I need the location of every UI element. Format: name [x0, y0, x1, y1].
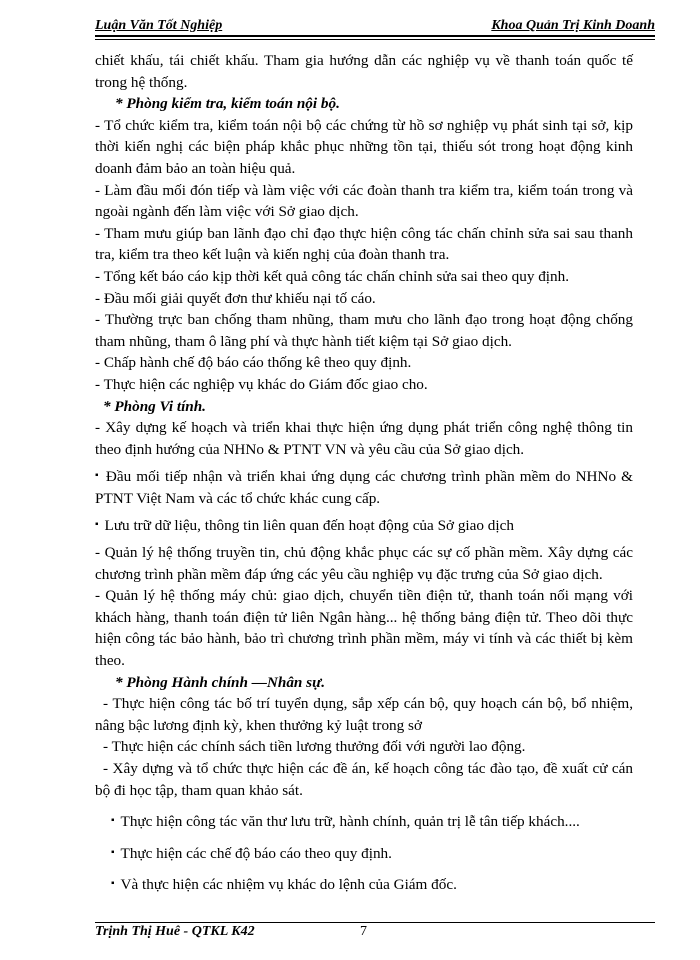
page-number: 7 — [360, 924, 367, 939]
bullet-icon: ▪ — [95, 470, 100, 482]
bullet-item: ▪ Thực hiện công tác văn thư lưu trữ, hành chính, quản trị lễ tân tiếp khách.... — [111, 813, 580, 831]
bullet-icon: ▪ — [111, 815, 115, 827]
bullet-item: ▪ Thực hiện các chế độ báo cáo theo quy định. — [111, 844, 392, 862]
document-body — [95, 50, 633, 896]
page-footer — [95, 924, 655, 942]
section-heading-it: * Phòng Vi tính. — [103, 397, 206, 415]
section-heading-audit: * Phòng kiểm tra, kiểm toán nội bộ. — [115, 95, 340, 113]
header-faculty: Khoa Quản Trị Kinh Doanh — [491, 18, 655, 33]
footer-rule — [95, 922, 655, 923]
paragraph: - Chấp hành chế độ báo cáo thống kê theo quy định. — [95, 354, 412, 372]
paragraph: - Quản lý hệ thống truyền tin, chủ động khắc phục các sự cố phần mềm. Xây dựng các chương trình phần mềm đáp ứng các yêu cầu nghiệp vụ đặc trưng của Sở giao dịch. — [95, 544, 633, 583]
bullet-icon: ▪ — [95, 519, 99, 531]
paragraph: chiết khấu, tái chiết khấu. Tham gia hướng dẫn các nghiệp vụ về thanh toán quốc tế trong hệ thống. — [95, 52, 633, 91]
paragraph: - Quản lý hệ thống máy chủ: giao dịch, chuyển tiền điện tử, thanh toán nối mạng với khách hàng, thanh toán điện tử liên Ngân hàng... hệ thống bảng điện tử. Theo dõi thực hiện công tác bảo hành, bảo trì chương trình phần mềm, máy vi tính và các thiết bị kèm theo. — [95, 587, 633, 670]
paragraph: - Đầu mối giải quyết đơn thư khiếu nại tố cáo. — [95, 289, 376, 307]
bullet-item: ▪ Lưu trữ dữ liệu, thông tin liên quan đến hoạt động của Sở giao dịch — [95, 517, 514, 535]
header-rule-thin — [95, 39, 655, 40]
section-heading-hr: * Phòng Hành chính —Nhân sự. — [115, 673, 325, 691]
footer-author: Trịnh Thị Huê - QTKL K42 — [95, 924, 255, 939]
bullet-item: ▪ Đầu mối tiếp nhận và triển khai ứng dụng các chương trình phần mềm do NHNo & PTNT Việt Nam và các tổ chức khác cung cấp. — [95, 468, 633, 507]
paragraph: - Tổng kết báo cáo kịp thời kết quả công tác chấn chỉnh sửa sai theo quy định. — [95, 267, 570, 285]
paragraph: - Thực hiện công tác bố trí tuyển dụng, sắp xếp cán bộ, quy hoạch cán bộ, bổ nhiệm, nâng bậc lương định kỳ, khen thưởng kỷ luật trong sở — [95, 695, 633, 734]
paragraph: - Thường trực ban chống tham nhũng, tham mưu cho lãnh đạo trong hoạt động chống tham nhũng, tham ô lãng phí và thực hành tiết kiệm tại Sở giao dịch. — [95, 311, 633, 350]
paragraph: - Thực hiện các nghiệp vụ khác do Giám đốc giao cho. — [95, 375, 428, 393]
page-header — [95, 18, 655, 36]
paragraph: - Xây dựng kế hoạch và triển khai thực hiện ứng dụng phát triển công nghệ thông tin theo định hướng của NHNo & PTNT VN và yêu cầu của Sở giao dịch. — [95, 419, 633, 458]
header-thesis-title: Luận Văn Tốt Nghiệp — [95, 18, 223, 33]
paragraph: - Thực hiện các chính sách tiền lương thưởng đối với người lao động. — [103, 738, 526, 756]
bullet-icon: ▪ — [111, 878, 115, 890]
header-rule — [95, 35, 655, 37]
paragraph: - Làm đầu mối đón tiếp và làm việc với các đoàn thanh tra kiểm tra, kiểm toán trong và ngoài ngành đến làm việc với Sở giao dịch. — [95, 181, 633, 221]
bullet-icon: ▪ — [111, 846, 115, 858]
paragraph: - Xây dựng và tổ chức thực hiện các đề án, kế hoạch công tác đào tạo, đề xuất cử cán bộ đi học tập, tham quan khảo sát. — [95, 760, 633, 799]
bullet-item: ▪ Và thực hiện các nhiệm vụ khác do lệnh của Giám đốc. — [111, 876, 457, 894]
paragraph: - Tổ chức kiểm tra, kiểm toán nội bộ các chứng từ hồ sơ nghiệp vụ phát sinh tại sở, kịp thời kiến nghị các biện pháp khắc phục những tồn tại, thiếu sót trong hoạt động kinh doanh đảm bảo an toàn hiệu quả. — [95, 116, 633, 177]
paragraph: - Tham mưu giúp ban lãnh đạo chỉ đạo thực hiện công tác chấn chỉnh sửa sai sau thanh tra, kiểm tra theo kết luận và kiến nghị của đoàn thanh tra. — [95, 224, 633, 264]
